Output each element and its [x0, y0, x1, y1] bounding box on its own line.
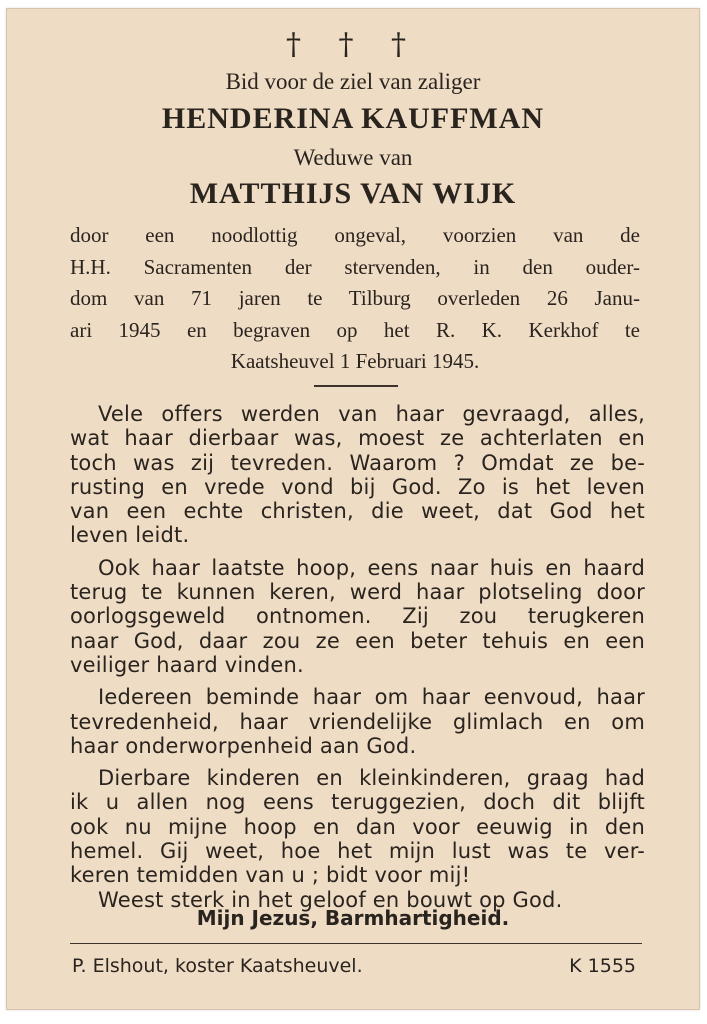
paragraph: [70, 685, 645, 758]
closing-prayer: Mijn Jezus, Barmhartigheid.: [196, 906, 510, 930]
husband-name: MATTHIJS VAN WIJK: [189, 177, 517, 210]
text-line: Iedereen beminde haar om haar eenvoud, haar: [98, 685, 645, 710]
intro-line: Bid voor de ziel van zaliger: [225, 69, 481, 94]
detail-line: Kaatsheuvel 1 Februari 1945.: [230, 349, 480, 373]
text-line: Vele offers werden van haar gevraagd, alles,: [98, 402, 645, 426]
text-line: hemel. Gij weet, hoe het mijn lust was te ver-: [70, 839, 645, 864]
three-crosses-icon: † † †: [285, 27, 421, 62]
widow-of-line: Weduwe van: [293, 145, 413, 170]
deceased-name: HENDERINA KAUFFMAN: [161, 102, 545, 135]
memorial-card: [6, 8, 700, 1010]
detail-line: ari 1945 en begraven op het R. K. Kerkhof te: [70, 317, 640, 342]
text-line: keren temidden van u ; bidt voor mij!: [70, 863, 471, 888]
text-line: terug te kunnen keren, werd haar plotseling door: [70, 580, 645, 605]
text-line: Dierbare kinderen en kleinkinderen, graag had: [98, 766, 645, 791]
paragraph: [70, 766, 645, 912]
detail-line: door een noodlottig ongeval, voorzien van de: [70, 223, 640, 247]
detail-line: H.H. Sacramenten der stervenden, in den ouder-: [70, 254, 640, 279]
paragraph: [70, 402, 645, 548]
text-line: veiliger haard vinden.: [70, 652, 304, 677]
text-line: rusting en vrede vond bij God. Zo is het leven: [70, 474, 645, 499]
text-line: van een echte christen, die weet, dat God het: [70, 499, 645, 524]
text-line: leven leidt.: [70, 523, 190, 548]
footer-divider: [70, 943, 642, 944]
text-line: haar onderworpenheid aan God.: [70, 733, 417, 758]
divider-line: [314, 385, 398, 387]
paragraph: [70, 556, 645, 677]
memorial-text: [70, 402, 645, 920]
detail-line: dom van 71 jaren te Tilburg overleden 26 Janu-: [70, 286, 640, 310]
text-line: ik u allen nog eens teruggezien, doch dit blijft: [70, 790, 645, 815]
text-line: oorlogsgeweld ontnomen. Zij zou terugkeren: [70, 604, 645, 629]
text-line: ook nu mijne hoop en dan voor eeuwig in den: [70, 814, 645, 839]
text-line: wat haar dierbaar was, moest ze achterlaten en: [70, 426, 645, 451]
death-details: [70, 220, 640, 378]
text-line: Ook haar laatste hoop, eens naar huis en haard: [98, 555, 645, 580]
card-number: K 1555: [569, 955, 636, 977]
text-line: naar God, daar zou ze een beter tehuis en een: [70, 628, 645, 653]
text-line: Weest sterk in het geloof en bouwt op God.: [98, 887, 563, 912]
text-line: tevredenheid, haar vriendelijke glimlach en om: [70, 709, 645, 734]
text-line: toch was zij tevreden. Waarom ? Omdat ze be-: [70, 450, 645, 475]
printer-credit: P. Elshout, koster Kaatsheuvel.: [72, 955, 363, 977]
